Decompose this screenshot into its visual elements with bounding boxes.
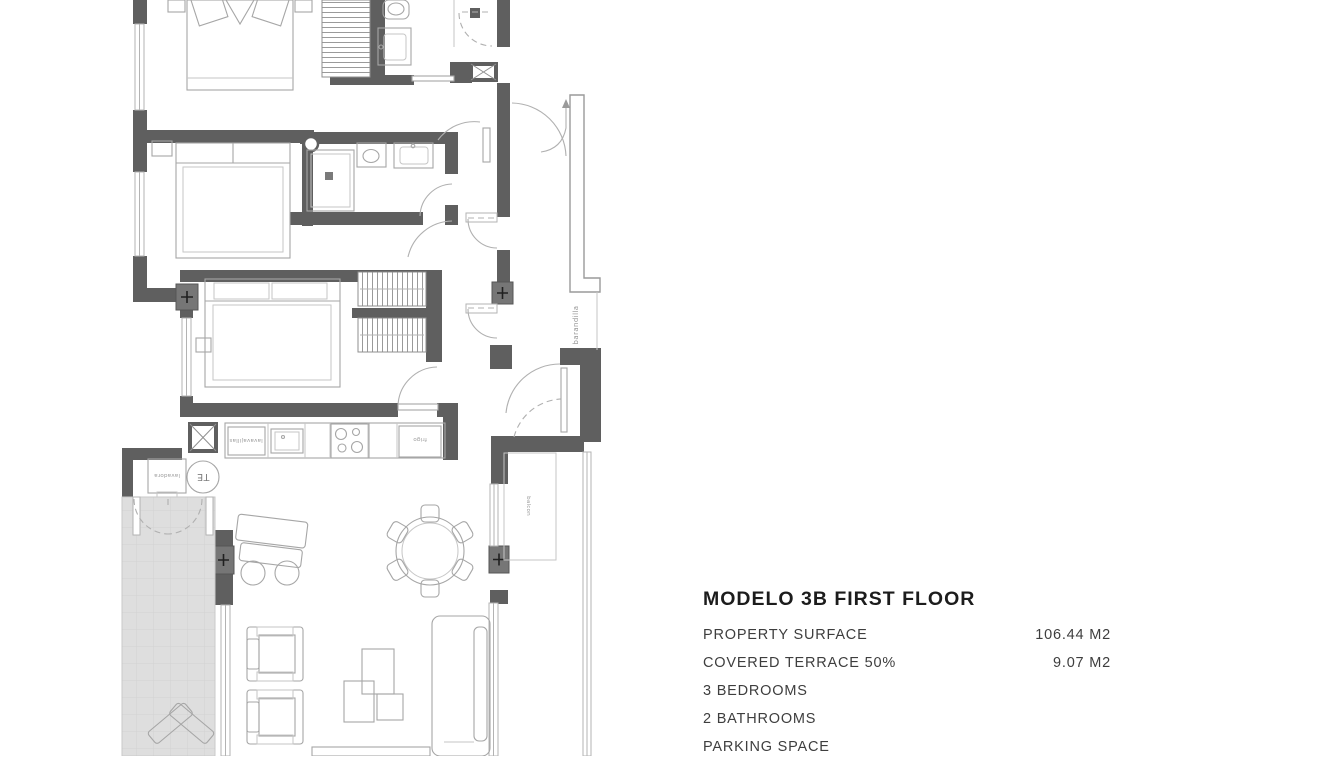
door-leaf bbox=[398, 404, 438, 410]
railing-label: barandilla bbox=[572, 305, 580, 345]
armchair bbox=[247, 690, 303, 744]
bedroom-2 bbox=[152, 141, 290, 258]
stair-railing bbox=[512, 95, 600, 350]
living-room bbox=[247, 616, 490, 756]
spec-row-property-surface bbox=[703, 628, 1111, 643]
wardrobe-striped bbox=[322, 0, 370, 77]
stool bbox=[275, 561, 299, 585]
dishwasher-label: lavavajillas bbox=[229, 437, 263, 443]
spec-row-bedrooms bbox=[703, 684, 1111, 699]
armchair bbox=[247, 627, 303, 681]
column-round bbox=[304, 137, 318, 151]
sofa bbox=[432, 616, 490, 756]
spec-row-bathrooms bbox=[703, 712, 1111, 727]
stool bbox=[241, 561, 265, 585]
info-panel bbox=[703, 588, 1111, 768]
washing-machine-label: lavadora bbox=[153, 472, 181, 478]
kitchen-island bbox=[233, 514, 308, 568]
coffee-tables bbox=[344, 649, 403, 722]
plan-title: MODELO 3B FIRST FLOOR bbox=[703, 588, 976, 610]
nightstand bbox=[295, 0, 312, 12]
spec-label: PROPERTY SURFACE bbox=[703, 627, 868, 643]
corridor-doors bbox=[466, 213, 497, 338]
door-leaf bbox=[412, 76, 454, 81]
door-leaf bbox=[561, 368, 567, 432]
terrace bbox=[122, 497, 215, 756]
spec-label: 2 BATHROOMS bbox=[703, 711, 817, 727]
spec-label: 3 BEDROOMS bbox=[703, 683, 808, 699]
spec-value: 106.44 M2 bbox=[1035, 627, 1111, 643]
spec-row-covered-terrace bbox=[703, 656, 1111, 671]
stair-direction-arrow bbox=[562, 99, 570, 108]
dining-area bbox=[386, 505, 475, 597]
bedroom-3 bbox=[196, 272, 438, 410]
hob bbox=[331, 424, 369, 458]
nightstand bbox=[196, 338, 211, 352]
spec-row-parking bbox=[703, 740, 1111, 755]
nightstand bbox=[168, 0, 185, 12]
dining-chairs bbox=[386, 505, 475, 597]
entry bbox=[506, 364, 567, 437]
bed-double-1 bbox=[187, 0, 293, 90]
balcony bbox=[504, 453, 556, 560]
kitchen-sink bbox=[271, 429, 303, 453]
spec-label: PARKING SPACE bbox=[703, 739, 830, 755]
spec-value: 9.07 M2 bbox=[1053, 655, 1111, 671]
shower bbox=[307, 150, 354, 211]
spec-label: COVERED TERRACE 50% bbox=[703, 655, 897, 671]
floor-plan bbox=[0, 0, 660, 756]
toilet bbox=[357, 143, 386, 167]
kitchen bbox=[225, 423, 445, 585]
balcony-label: balcon bbox=[525, 496, 531, 516]
bathroom-1 bbox=[378, 0, 454, 81]
tv-console bbox=[312, 747, 430, 756]
door-leaf bbox=[483, 128, 490, 162]
nightstand bbox=[152, 141, 172, 156]
bedroom-1 bbox=[168, 0, 370, 90]
water-heater-label: TE bbox=[196, 471, 210, 482]
fridge-label: frigo bbox=[413, 436, 427, 442]
laundry bbox=[148, 459, 219, 497]
bathroom-2 bbox=[307, 143, 452, 257]
